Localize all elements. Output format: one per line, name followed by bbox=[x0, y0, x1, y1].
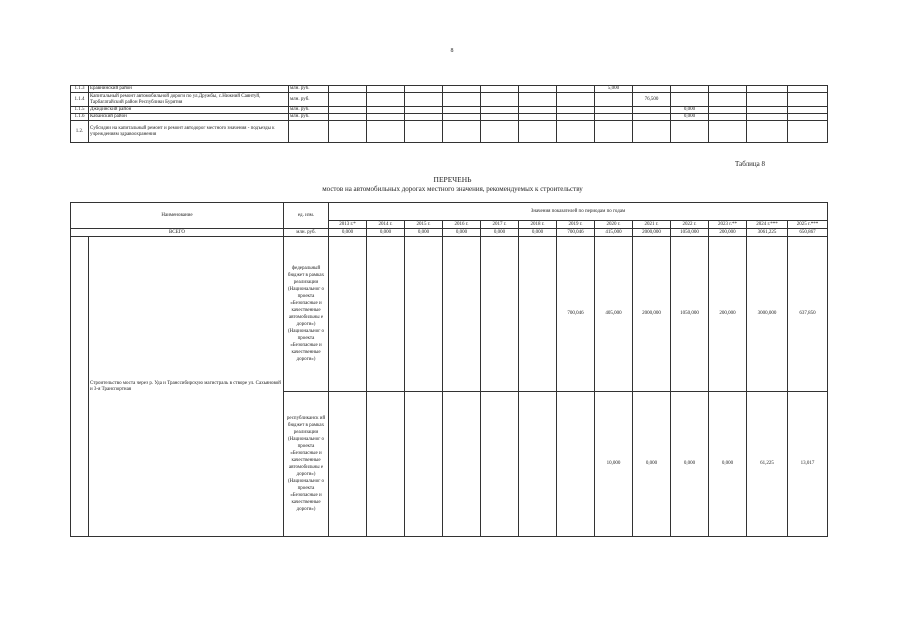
value-cell bbox=[709, 121, 747, 143]
row-name: Субсидии на капитальный ремонт и ремонт автодорог местного значения - подъезды к учреждениям здравоохранения bbox=[89, 121, 289, 143]
value-cell bbox=[747, 86, 788, 93]
year-header: 2013 г.* bbox=[329, 221, 367, 229]
total-value: 0,000 bbox=[329, 229, 367, 237]
empty-cell bbox=[71, 237, 89, 537]
value-cell bbox=[595, 114, 633, 121]
row-number: 1.1.6 bbox=[71, 114, 89, 121]
value-cell bbox=[747, 114, 788, 121]
value-cell bbox=[405, 86, 443, 93]
row-name: Капитальный ремонт автомобильной дороги по ул.Дружбы, с.Нижний Саянтуй, Тарбагатайский район Республики Бурятия bbox=[89, 93, 289, 107]
source-value: 10,000 bbox=[595, 392, 633, 537]
table-row bbox=[71, 121, 828, 143]
value-cell: 76,500 bbox=[633, 93, 671, 107]
value-cell bbox=[405, 107, 443, 114]
value-cell bbox=[481, 93, 519, 107]
source-federal: федеральный бюджет в рамках реализации (Национальног о проекта «Безопасные и качественные автомобильны е дороги») (Национальног о проекта «Безопасные и качественные дороги») bbox=[284, 237, 329, 392]
value-cell bbox=[633, 107, 671, 114]
source-value bbox=[519, 237, 557, 392]
source-value: 0,000 bbox=[709, 392, 747, 537]
header-unit: ед. изм. bbox=[284, 203, 329, 229]
header-values: Значения показателей по периодам по годам bbox=[329, 203, 828, 221]
total-value: 0,000 bbox=[519, 229, 557, 237]
list-title: ПЕРЕЧЕНЬ bbox=[433, 175, 472, 184]
row-unit: млн. руб. bbox=[289, 114, 329, 121]
source-value bbox=[519, 392, 557, 537]
list-subtitle: мостов на автомобильных дорогах местного значения, рекомендуемых к строительству bbox=[322, 185, 583, 193]
source-value: 637,850 bbox=[788, 237, 828, 392]
year-header: 2017 г. bbox=[481, 221, 519, 229]
table-row bbox=[71, 107, 828, 114]
source-value: 0,000 bbox=[671, 392, 709, 537]
value-cell bbox=[367, 93, 405, 107]
year-header: 2018 г. bbox=[519, 221, 557, 229]
source-value: 405,000 bbox=[595, 237, 633, 392]
source-value: 0,000 bbox=[633, 392, 671, 537]
source-value: 200,000 bbox=[709, 237, 747, 392]
source-value bbox=[329, 392, 367, 537]
header-name: Наименование bbox=[71, 203, 284, 229]
value-cell bbox=[788, 114, 828, 121]
source-value bbox=[367, 237, 405, 392]
year-header: 2019 г. bbox=[557, 221, 595, 229]
value-cell bbox=[671, 121, 709, 143]
total-value: 650,867 bbox=[788, 229, 828, 237]
source-value bbox=[405, 237, 443, 392]
value-cell: 0,000 bbox=[671, 114, 709, 121]
value-cell bbox=[557, 121, 595, 143]
total-value: 2000,000 bbox=[633, 229, 671, 237]
value-cell bbox=[481, 114, 519, 121]
source-value bbox=[481, 392, 519, 537]
value-cell bbox=[633, 114, 671, 121]
value-cell bbox=[788, 121, 828, 143]
source-value: 1050,000 bbox=[671, 237, 709, 392]
header-row bbox=[71, 203, 828, 221]
value-cell bbox=[709, 86, 747, 93]
source-value bbox=[557, 392, 595, 537]
source-value bbox=[405, 392, 443, 537]
value-cell bbox=[329, 114, 367, 121]
value-cell bbox=[595, 121, 633, 143]
value-cell bbox=[747, 107, 788, 114]
year-header: 2023 г.** bbox=[709, 221, 747, 229]
value-cell bbox=[709, 93, 747, 107]
year-header: 2015 г. bbox=[405, 221, 443, 229]
value-cell bbox=[557, 93, 595, 107]
source-republican: республиканск ий бюджет в рамках реализации (Национальног о проекта «Безопасные и качественные автомобильны е дороги») (Национальног о проекта «Безопасные и качественные дороги») bbox=[284, 392, 329, 537]
value-cell bbox=[367, 121, 405, 143]
value-cell bbox=[709, 107, 747, 114]
value-cell bbox=[557, 107, 595, 114]
row-unit: млн. руб. bbox=[289, 93, 329, 107]
total-value: 200,000 bbox=[709, 229, 747, 237]
top-table bbox=[70, 85, 828, 143]
value-cell: 0,000 bbox=[671, 107, 709, 114]
source-value bbox=[367, 392, 405, 537]
value-cell bbox=[481, 107, 519, 114]
total-value: 3061,225 bbox=[747, 229, 788, 237]
value-cell bbox=[329, 107, 367, 114]
value-cell bbox=[671, 93, 709, 107]
value-cell bbox=[405, 93, 443, 107]
value-cell bbox=[329, 93, 367, 107]
total-value: 415,000 bbox=[595, 229, 633, 237]
bridges-table bbox=[70, 202, 828, 537]
value-cell bbox=[443, 114, 481, 121]
value-cell bbox=[519, 86, 557, 93]
row-name: Еравнинский район bbox=[89, 86, 289, 93]
value-cell bbox=[443, 93, 481, 107]
row-name: Джидинский район bbox=[89, 107, 289, 114]
year-header: 2025 г.*** bbox=[788, 221, 828, 229]
value-cell bbox=[788, 107, 828, 114]
year-header: 2024 г.*** bbox=[747, 221, 788, 229]
value-cell bbox=[788, 93, 828, 107]
total-row bbox=[71, 229, 828, 237]
year-header: 2020 г. bbox=[595, 221, 633, 229]
total-value: 0,000 bbox=[443, 229, 481, 237]
year-header: 2022 г. bbox=[671, 221, 709, 229]
value-cell bbox=[405, 121, 443, 143]
table-row bbox=[71, 114, 828, 121]
year-header: 2021 г. bbox=[633, 221, 671, 229]
source-value bbox=[443, 392, 481, 537]
total-value: 0,000 bbox=[481, 229, 519, 237]
year-header: 2014 г. bbox=[367, 221, 405, 229]
page-number: 8 bbox=[450, 48, 454, 54]
row-name: Кабанский район bbox=[89, 114, 289, 121]
value-cell bbox=[481, 121, 519, 143]
source-row bbox=[71, 237, 828, 392]
value-cell bbox=[367, 86, 405, 93]
table-row bbox=[71, 93, 828, 107]
total-value: 0,000 bbox=[405, 229, 443, 237]
value-cell bbox=[595, 107, 633, 114]
source-value: 61,225 bbox=[747, 392, 788, 537]
value-cell bbox=[329, 121, 367, 143]
value-cell bbox=[788, 86, 828, 93]
source-value bbox=[329, 237, 367, 392]
value-cell bbox=[747, 93, 788, 107]
source-value: 3000,000 bbox=[747, 237, 788, 392]
year-header: 2016 г. bbox=[443, 221, 481, 229]
value-cell bbox=[329, 86, 367, 93]
row-unit bbox=[289, 121, 329, 143]
value-cell bbox=[367, 114, 405, 121]
value-cell bbox=[443, 107, 481, 114]
value-cell: 5,000 bbox=[595, 86, 633, 93]
value-cell bbox=[443, 86, 481, 93]
value-cell bbox=[519, 114, 557, 121]
source-value: 13,017 bbox=[788, 392, 828, 537]
row-number: 1.1.5 bbox=[71, 107, 89, 114]
item-name: Строительство моста через р. Уда и Транссибирскую магистраль в створе ул. Сахьяновой и 3-я Транспортная bbox=[89, 237, 284, 537]
row-number: 1.2. bbox=[71, 121, 89, 143]
source-value: 700,046 bbox=[557, 237, 595, 392]
value-cell bbox=[519, 93, 557, 107]
source-value bbox=[481, 237, 519, 392]
value-cell bbox=[519, 121, 557, 143]
total-value: 0,000 bbox=[367, 229, 405, 237]
value-cell bbox=[709, 114, 747, 121]
row-number: 1.1.3 bbox=[71, 86, 89, 93]
value-cell bbox=[367, 107, 405, 114]
value-cell bbox=[747, 121, 788, 143]
total-label: ВСЕГО bbox=[71, 229, 284, 237]
table-label: Таблица 8 bbox=[735, 160, 765, 168]
row-number: 1.1.4 bbox=[71, 93, 89, 107]
value-cell bbox=[519, 107, 557, 114]
source-value: 2000,000 bbox=[633, 237, 671, 392]
value-cell bbox=[557, 86, 595, 93]
value-cell bbox=[557, 114, 595, 121]
total-value: 700,046 bbox=[557, 229, 595, 237]
value-cell bbox=[633, 121, 671, 143]
row-unit: млн. руб. bbox=[289, 86, 329, 93]
value-cell bbox=[671, 86, 709, 93]
table-row bbox=[71, 86, 828, 93]
value-cell bbox=[405, 114, 443, 121]
total-value: 1050,000 bbox=[671, 229, 709, 237]
row-unit: млн. руб. bbox=[289, 107, 329, 114]
value-cell bbox=[595, 93, 633, 107]
value-cell bbox=[633, 86, 671, 93]
total-unit: млн. руб. bbox=[284, 229, 329, 237]
value-cell bbox=[481, 86, 519, 93]
value-cell bbox=[443, 121, 481, 143]
source-value bbox=[443, 237, 481, 392]
